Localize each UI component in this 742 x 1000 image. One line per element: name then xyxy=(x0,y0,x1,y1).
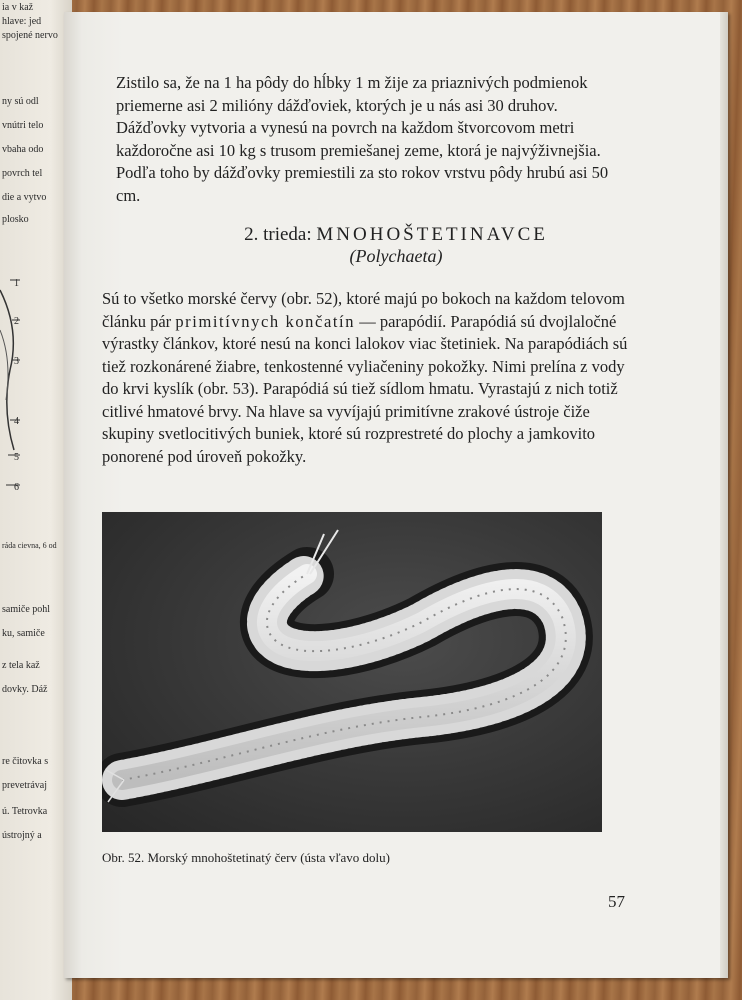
left-text-fragment: ny sú odl xyxy=(2,96,39,107)
left-text-fragment: plosko xyxy=(2,214,29,225)
left-text-fragment: vbaha odo xyxy=(2,144,44,155)
left-text-fragment: vnútri telo xyxy=(2,120,44,131)
paragraph-polychaeta xyxy=(102,288,636,468)
diagram-label: 5 xyxy=(14,452,19,463)
left-text-fragment: z tela kaž xyxy=(2,660,40,671)
page-edge xyxy=(720,12,728,978)
left-text-fragment: re čitovka s xyxy=(2,756,49,767)
book-page xyxy=(64,12,728,978)
diagram-label: 2 xyxy=(14,316,19,327)
left-text-fragment: ia v kaž xyxy=(2,2,34,13)
diagram-label: 4 xyxy=(14,416,19,427)
section-heading xyxy=(64,224,728,246)
left-text-fragment: samiče pohl xyxy=(2,604,51,615)
paragraph-polychaeta-text-2: — parapódií. Parapódiá sú dvojlaločné výrastky článkov, ktoré nesú na konci lalokov viac štetiniek. Na parapódiách sú tiež rozkonárené žiabre, tenkostenné vyliačeniny pokožky. Nimi prelína z vody do krvi kyslík (obr. 53). Parapódiá sú tiež sídlom hmatu. Vyrastajú z nich totiž citlivé hmatové brvy. Na hlave sa vyvíjajú primitívne zrakové ústroje čiže skupiny svetlocitivých buniek, ktoré sú rozprestreté do plochy a jamkovito ponorené pod úroveň pokožky. xyxy=(102,311,628,466)
page-number: 57 xyxy=(608,892,625,911)
paragraph-polychaeta-emphasis: primitívnych končatín xyxy=(175,311,356,331)
paragraph-polychaeta-text-1: Sú to všetko morské červy (obr. 52), ktoré majú po bokoch na každom telovom článku pár xyxy=(102,289,625,331)
left-text-fragment: ku, samiče xyxy=(2,628,45,639)
left-text-fragment: povrch tel xyxy=(2,168,43,179)
left-text-fragment: ráda cievna, 6 od xyxy=(2,541,57,550)
paragraph-earthworms: Zistilo sa, že na 1 ha pôdy do hĺbky 1 m žije za priaznivých podmienok priemerne asi 2 milióny dážďoviek, ktorých je u nás asi 30 druhov. Dážďovky vytvoria a vynesú na povrch na každom štvorcovom metri každoročne asi 10 kg s trusom premiešanej zeme, ktorá je najvýživnejšia. Podľa toho by dážďovky premiestili za sto rokov vrstvu pôdy hrubú asi 50 cm. xyxy=(116,73,609,205)
heading-latin-name: (Polychaeta) xyxy=(349,246,443,266)
anatomy-diagram-fragment xyxy=(0,270,40,500)
diagram-label: 3 xyxy=(14,356,19,367)
left-text-fragment: prevetrávaj xyxy=(2,780,47,791)
left-text-fragment: dovky. Dáž xyxy=(2,684,48,695)
left-text-fragment: spojené nervo xyxy=(2,30,58,41)
heading-title: MNOHOŠTETINAVCE xyxy=(316,224,548,245)
heading-prefix: 2. trieda: xyxy=(244,224,312,245)
polychaete-worm-photo xyxy=(102,512,602,832)
left-text-fragment: ústrojný a xyxy=(2,830,42,841)
diagram-label: 6 xyxy=(14,482,19,493)
figure-caption: Obr. 52. Morský mnohoštetinatý červ (ústa vľavo dolu) xyxy=(102,850,390,865)
left-text-fragment: hlave: jed xyxy=(2,16,42,27)
left-text-fragment: ú. Tetrovka xyxy=(2,806,48,817)
diagram-label: 1 xyxy=(14,278,19,289)
left-page-edge xyxy=(0,0,72,1000)
worm-illustration xyxy=(102,512,602,832)
left-text-fragment: die a vytvo xyxy=(2,192,47,203)
